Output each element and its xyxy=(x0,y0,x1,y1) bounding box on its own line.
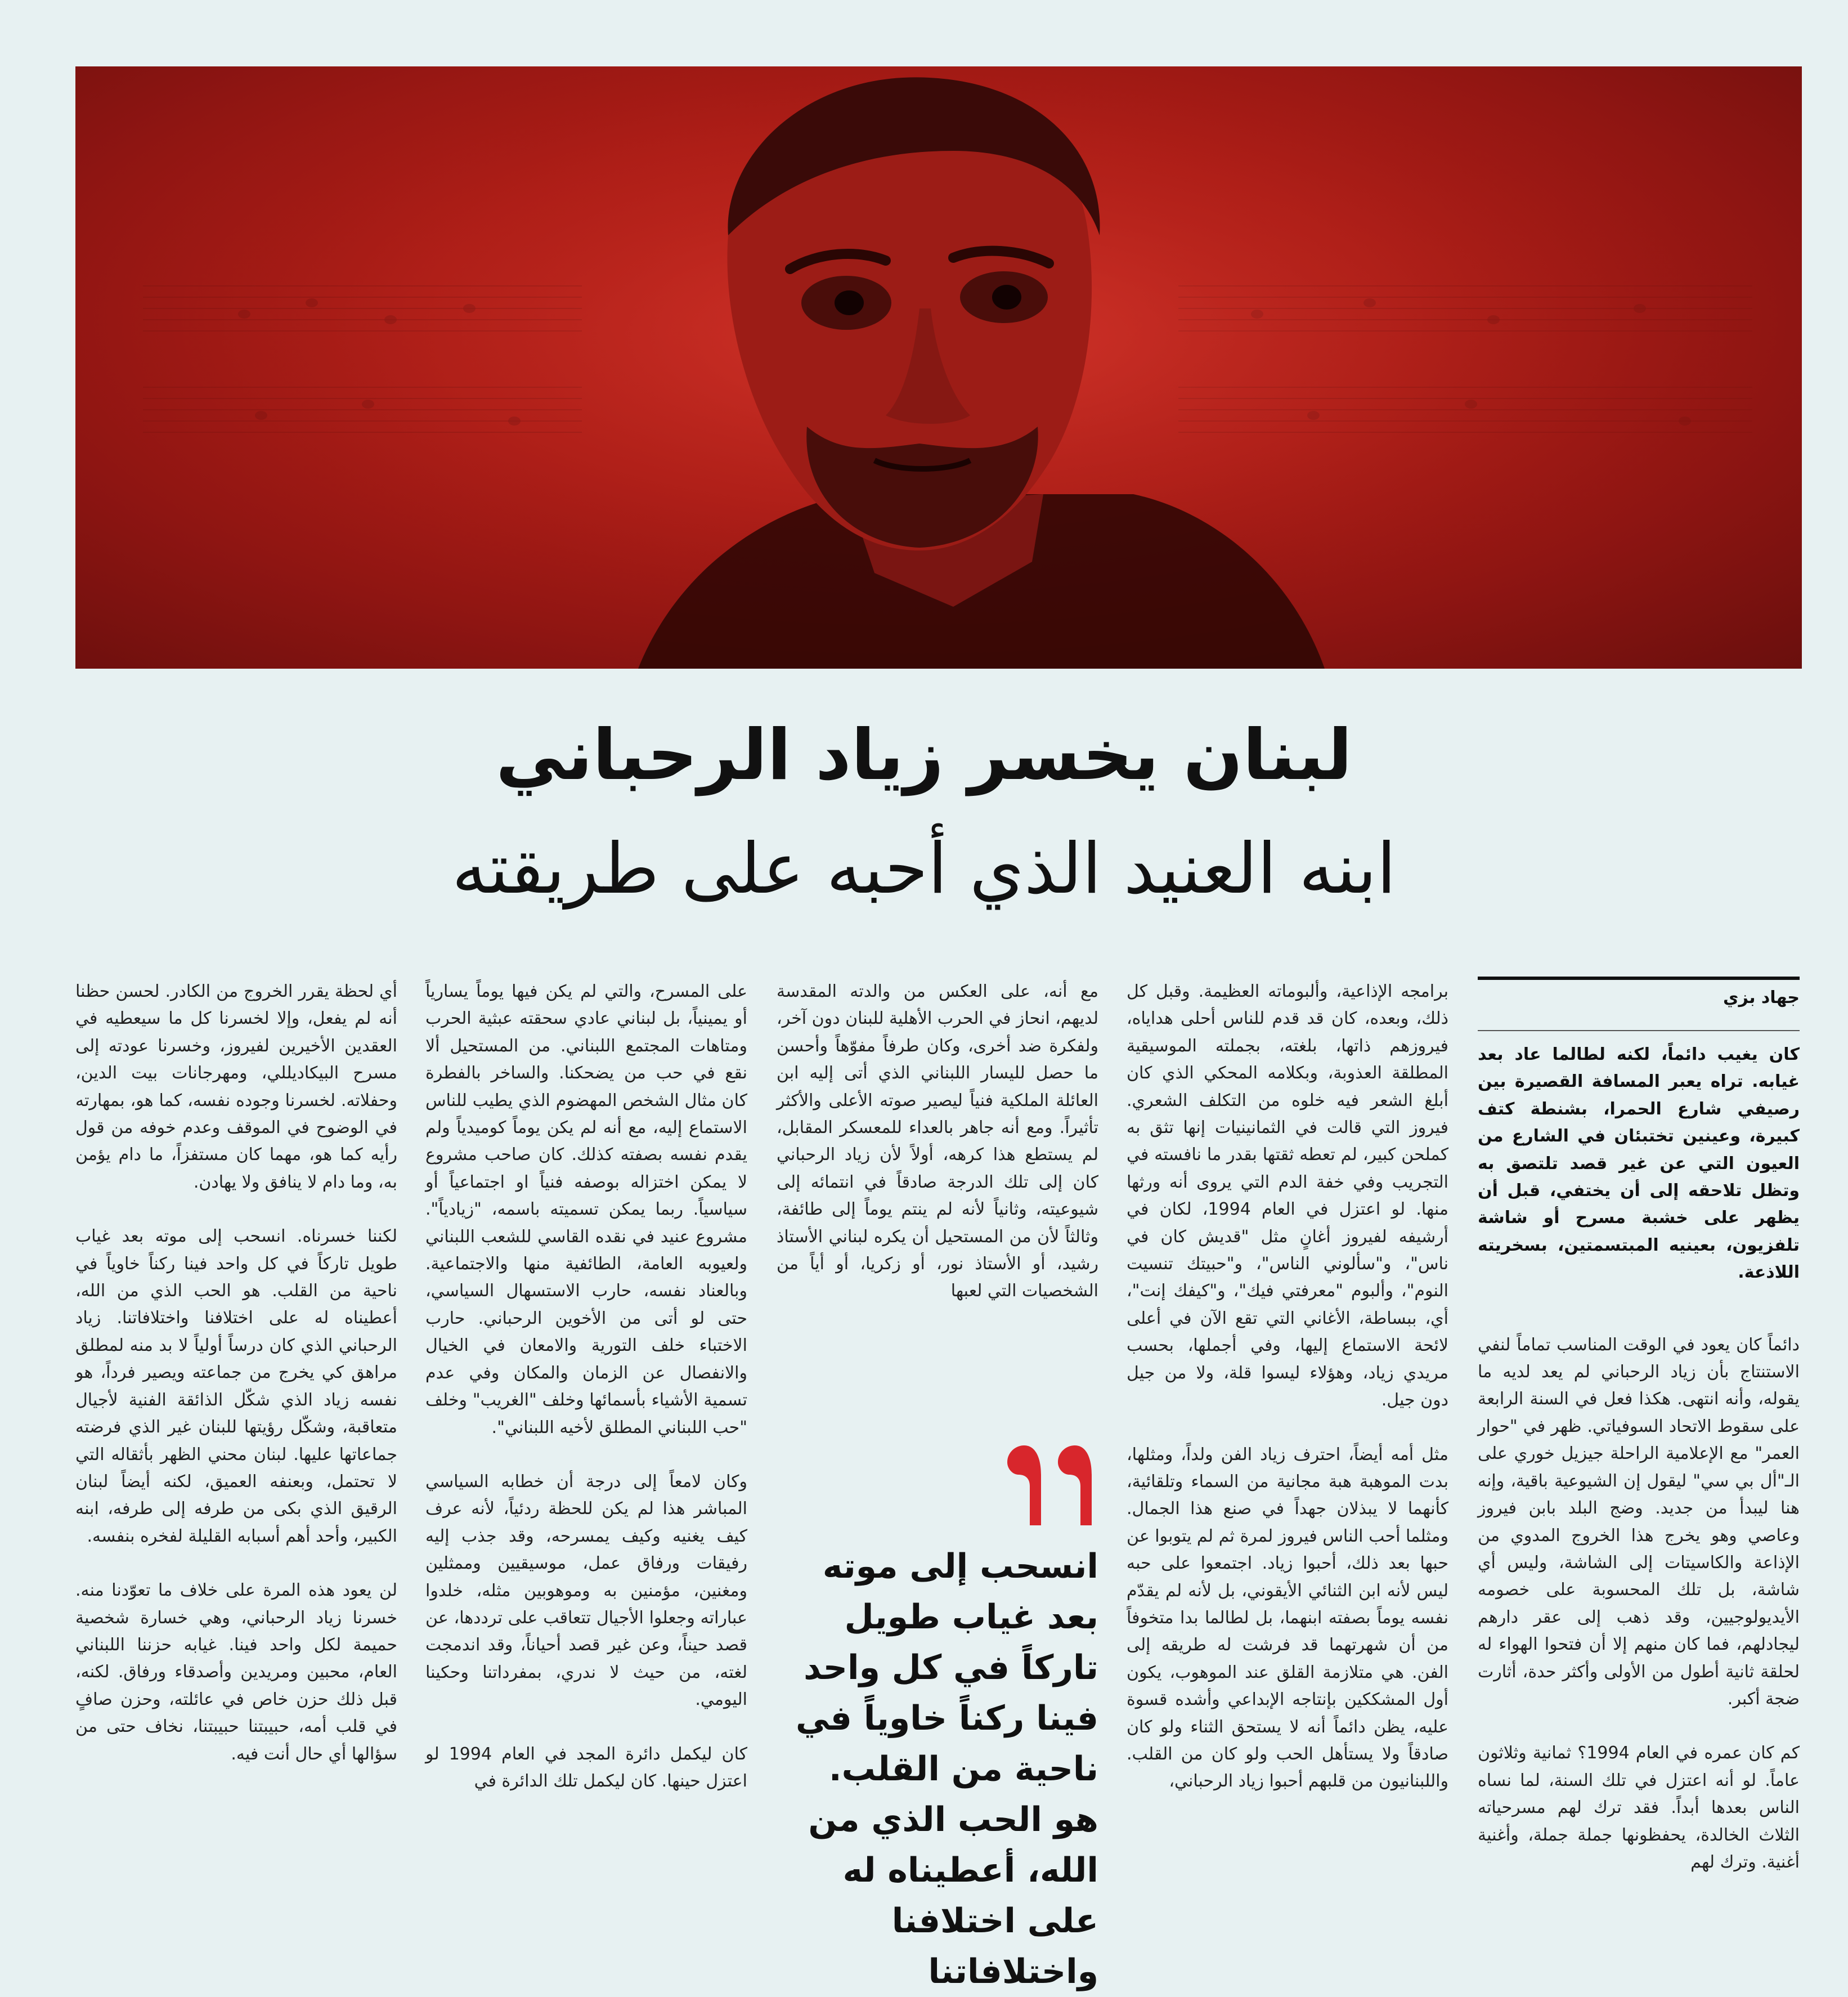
pull-quote: انسحب إلى موته بعد غياب طويل تاركاً في كل واحد فينا ركناً خاوياً في ناحية من القلب. هو الحب الذي من الله، أعطيناه له على اختلافنا واختلافاتنا xyxy=(795,1547,1098,1991)
article-column-5 xyxy=(75,978,397,1942)
article-column-1 xyxy=(1478,1041,1800,1942)
body-paragraph: وكان لامعاً إلى درجة أن خطابه السياسي المباشر هذا لم يكن للحظة ردئياً، لأنه عرف كيف يغنيه وكيف يمسرحه، وقد جذب إليه رفيقات ورفاق عمل، موسيقيين وممثلين ومغنين، مؤمنين به وموهوبين مثله، خلدوا عباراته وجعلوا الأجيال تتعاقب على ترددها، عن قصد حيناً، وعن غير قصد أحياناً، وقد اندمجت لغته، من حيث لا ندري، بمفرداتنا وحكينا اليومي. xyxy=(425,1471,747,1710)
body-paragraph: كم كان عمره في العام 1994؟ ثمانية وثلاثون عاماً. لو أنه اعتزل في تلك السنة، لما نساه الناس بعدها أبداً. فقد ترك لهم مسرحياته الثلاث الخالدة، يحفظونها جملة جملة، وأغنية أغنية. وترك لهم xyxy=(1478,1743,1800,1872)
article-column-4 xyxy=(425,978,747,1942)
byline-rule xyxy=(1478,977,1800,980)
headline: لبنان يخسر زياد الرحباني xyxy=(496,715,1352,796)
body-paragraph: كان ليكمل دائرة المجد في العام 1994 لو اعتزل حينها. كان ليكمل تلك الدائرة في xyxy=(425,1744,748,1791)
body-paragraph: برامجه الإذاعية، وألبوماته العظيمة. وقبل كل ذلك، وبعده، كان قد قدم للناس أحلى هداياه، فيروزهم ذاتها، بلغته، بجملته الموسيقية المطلقة العذوبة، وبكلامه المحكي الذي كان أبلغ الشعر فيه خلوه من التكلف الشعري. فيروز التي قالت في الثمانينيات إنها تثق به كملحن كبير، لم تعطه ثقتها بقدر ما نافسته في التجريب وفي خفة الدم التي يروى أنه ورثها منها. لو اعتزل في العام 1994، لكان في أرشيفه لفيروز أغانٍ مثل "قديش كان في ناس"، و"سألوني الناس"، و"حبيتك تنسيت النوم"، وألبوم "معرفتي فيك"، و"كيفك إنت"، أي، ببساطة، الأغاني التي تقع الآن في أعلى لائحة الاستماع إليها، وفي أجملها، بحسب مريدي زياد، وهؤلاء ليسوا قلة، ولا من جيل دون جيل. xyxy=(1127,982,1449,1411)
byline: جهاد بزي xyxy=(1723,988,1800,1008)
byline-divider xyxy=(1478,1030,1800,1031)
hero-photo xyxy=(75,66,1802,669)
portrait-illustration xyxy=(75,66,1802,669)
body-paragraph: مثل أمه أيضاً، احترف زياد الفن ولداً، ومثلها، بدت الموهبة هبة مجانية من السماء وتلقائية، كأنهما لا يبذلان جهداً في صنع هذا الجمال. ومثلما أحب الناس فيروز لمرة ثم لم يتوبوا عن حبها بعد ذلك، أحبوا زياد. اجتمعوا على حبه ليس لأنه ابن الثنائي الأيقوني، بل لأنه لم يقدّم نفسه يوماً بصفته ابنهما، بل لطالما بدا متخوفاً من أن شهرتهما قد فرشت له طريقه إلى الفن. هي متلازمة القلق عند الموهوب، يكون أول المشككين بإنتاجه الإبداعي وأشده قسوة عليه، يظن دائماً أنه لا يستحق الثناء ولو كان صادقاً ولا يستأهل الحب ولو كان من القلب. واللبنانيون من قلبهم أحبوا زياد الرحباني، xyxy=(1127,1444,1448,1792)
article-column-3 xyxy=(777,978,1098,1372)
body-paragraph: لن يعود هذه المرة على خلاف ما تعوّدنا منه. خسرنا زياد الرحباني، وهي خسارة شخصية حميمة لكل واحد فينا. غيابه حزننا اللبناني العام، محبين ومريدين وأصدقاء ورفاق. لكنه، قبل ذلك حزن خاص في عائلته، وحزن صافٍ في قلب أمه، حبيبتنا حبيبتنا، نخاف حتى من سؤالها أي حال أنت فيه. xyxy=(75,1580,397,1764)
body-paragraph: أي لحظة يقرر الخروج من الكادر. لحسن حظنا أنه لم يفعل، وإلا لخسرنا كل ما سيعطيه في العقدين الأخيرين لفيروز، وخسرنا عودته إلى مسرح البيكاديللي، ومهرجانات بيت الدين، وحفلاته. لخسرنا وجوده نفسه، كما هو، بمهارته في الوضوح في الموقف وعدم خوفه من قول رأيه كما هو، مهما كان مستفزاً، ما دام يؤمن به، وما دام لا ينافق ولا يهادن. xyxy=(75,982,397,1192)
body-paragraph: لكننا خسرناه. انسحب إلى موته بعد غياب طويل تاركاً في كل واحد فينا ركناً خاوياً في ناحية من القلب. هو الحب الذي من الله، أعطيناه له على اختلافنا واختلافاتنا. زياد الرحباني الذي كان درساً أولياً لا بد منه لمطلق مراهق كي يخرج من جماعته ويصير فرداً، هو نفسه زياد الذي شكّل الذائقة الفنية لأجيال متعاقبة، وشكّل رؤيتها للبنان غير الذي فرضته جماعاتها عليها. لبنان محني الظهر بأثقاله التي لا تحتمل، وبعنفه العميق، لكنه أيضاً لبنان الرقيق الذي بكى من طرفه إلى طرفه، ابنه الكبير، وأحد أهم أسبابه القليلة لفخره بنفسه. xyxy=(75,1226,397,1546)
subheadline: ابنه العنيد الذي أحبه على طريقته xyxy=(452,829,1396,910)
article-column-2 xyxy=(1127,978,1448,1942)
quote-mark-icon xyxy=(990,1447,1103,1531)
body-paragraph: على المسرح، والتي لم يكن فيها يوماً يسارياً أو يمينياً، بل لبناني عادي سحقته عبثية الحرب ومتاهات المجتمع اللبناني. من المستحيل ألا نقع في حب من يضحكنا. والساخر بالفطرة كان مثال الشخص المهضوم الذي يطيب للناس الاستماع إليه، مع أنه لم يكن يوماً كوميدياً ولم يقدم نفسه بصفته كذلك. كان صاحب مشروع لا يمكن اختزاله بوصفه فنياً او اجتماعياً أو سياسياً. ربما يمكن تسميته باسمه، "زيادياً". مشروع عنيد في نقده القاسي للشعب اللبناني ولعيوبه العامة، الطائفية منها والاجتماعية. وبالعناد نفسه، حارب الاستسهال السياسي، حتى لو أتى من الأخوين الرحباني. حارب الاختباء خلف التورية والامعان في الخيال والانفصال عن الزمان والمكان وفي عدم تسمية الأشياء بأسمائها وخلف "الغريب" وخلف "حب اللبناني المطلق لأخيه اللبناني". xyxy=(425,982,747,1438)
lede-paragraph: كان يغيب دائماً، لكنه لطالما عاد بعد غيابه. تراه يعبر المسافة القصيرة بين رصيفي شارع الحمرا، بشنطة كتف كبيرة، وعينين تختبئان في الشارع من العيون التي عن غير قصد تلتصق به وتظل تلاحقه إلى أن يختفي، قبل أن يظهر على خشبة مسرح أو شاشة تلفزيون، بعينيه المبتسمتين، بسخريته اللاذعة. xyxy=(1478,1045,1800,1283)
body-paragraph: مع أنه، على العكس من والدته المقدسة لديهم، انحاز في الحرب الأهلية للبنان دون آخر، ولفكرة ضد أخرى، وكان طرفاً مفوّهاً وأحسن ما حصل لليسار اللبناني الذي أتى إليه ابن العائلة الملكية فنياً ليصير صوته الأعلى والأكثر تأثيراً. ومع أنه جاهر بالعداء للمعسكر المقابل، لم يستطع هذا كرهه، أولاً لأن زياد الرحباني كان إلى تلك الدرجة صادقاً في انتمائه إلى شيوعيته، وثانياً لأنه لم ينتم يوماً إلى طائفة، وثالثاً لأن من المستحيل أن يكره لبناني الأستاذ رشيد، أو الأستاذ نور، أو زكريا، أو أياً من الشخصيات التي لعبها xyxy=(777,982,1098,1301)
body-paragraph: دائماً كان يعود في الوقت المناسب تماماً لنفي الاستنتاج بأن زياد الرحباني لم يعد لديه ما يقوله، وأنه انتهى. هكذا فعل في السنة الرابعة على سقوط الاتحاد السوفياتي. ظهر في "حوار العمر" مع الإعلامية الراحلة جيزيل خوري على الـ"أل بي سي" ليقول إن الشيوعية باقية، وإنه هنا ليبدأ من جديد. وضج البلد بابن فيروز وعاصي وهو يخرج هذا الخروج المدوي من الإذاعة والكاسيتات إلى الشاشة، وليس أي شاشة، بل تلك المحسوبة على خصومه الأيديولوجيين، وقد ذهب إلى عقر دارهم ليجادلهم، فما كان منهم إلا أن فتحوا الهواء له لحلقة ثانية أطول من الأولى وأكثر حدة، أثارت ضجة أكبر. xyxy=(1478,1335,1800,1709)
